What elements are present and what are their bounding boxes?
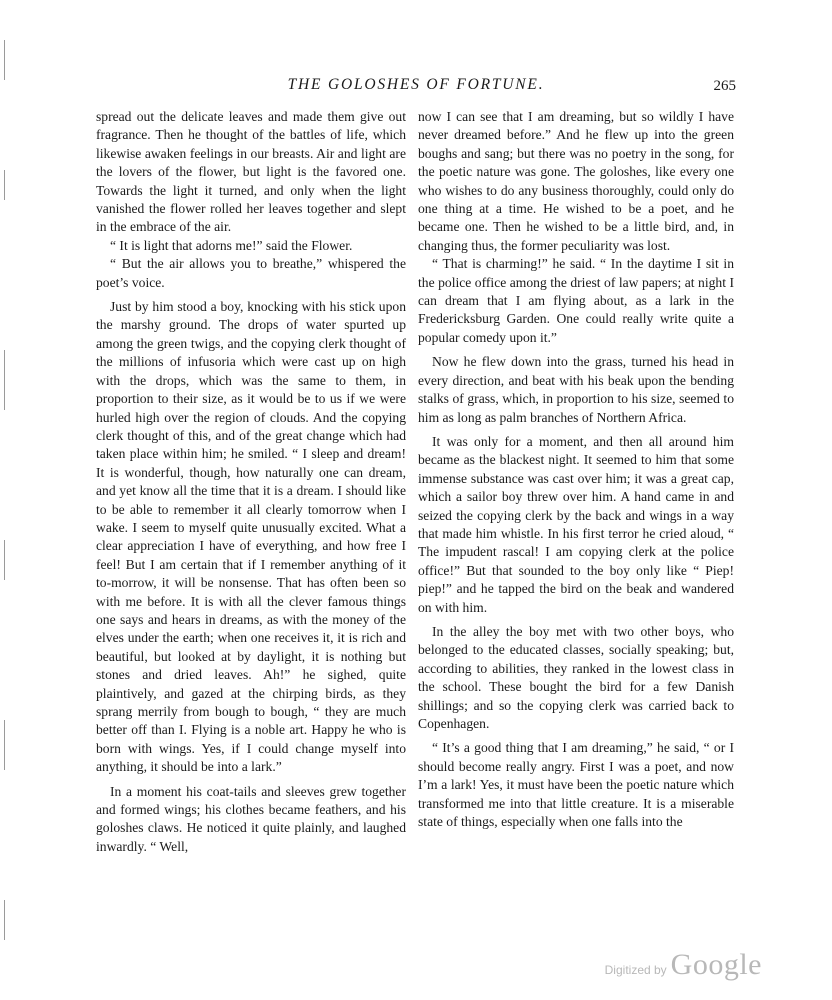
page-header [96,76,736,100]
paragraph: In the alley the boy met with two other boys, who belonged to the educated classes, socially speaking; but, according to abilities, they ranked in the lowest class in the school. These bought the bird for a few Danish shillings; and so the copying clerk was carried back to Copenhagen. [418,623,734,731]
right-column [418,108,734,831]
left-column [96,108,406,856]
paragraph: “ That is charming!” he said. “ In the daytime I sit in the police office among the driest of law papers; at night I can dream that I am flying about, as a lark in the Fredericksburg Garden. One could really write quite a popular comedy upon it.” [418,256,734,345]
paragraph: In a moment his coat-tails and sleeves grew together and formed wings; his clothes became feathers, and his goloshes claws. He noticed it quite plainly, and laughed inwardly. “ Well, [96,783,406,854]
paragraph: “ It is light that adorns me!” said the Flower. [110,237,353,253]
paragraph: Just by him stood a boy, knocking with his stick upon the marshy ground. The drops of water spurted up among the green twigs, and the copying clerk thought of the millions of infusoria which were cast up on high with the drops, which was the same to them, in proportion to their size, as it would be to us if we were hurled high over the region of clouds. And the copying clerk thought of this, and of the great change which had taken place within him; he smiled. “ I sleep and dream! It is wonderful, though, how naturally one can dream, and yet know all the time that it is a dream. I should like to be able to remember it all clearly tomorrow when I wake. I seem to myself quite unusually excited. What a clear appreciation I have of everything, and how free I feel! But I am certain that if I remember anything of it to-morrow, it will be nonsense. That has often been so with me before. It is with all the clever famous things one says and hears in dreams, as with the money of the elves under the earth; when one receives it, it is rich and beautiful, but looked at by daylight, it is nothing but stones and dried leaves. Ah!” he sighed, quite plaintively, and gazed at the chirping birds, as they sprang merrily from bough to bough, “ they are much better off than I. Flying is a noble art. Happy he who is born with wings. Yes, if I could change myself into anything, it should be into a lark.” [96,299,406,775]
page-number: 265 [713,78,736,94]
paragraph: It was only for a moment, and then all around him became as the blackest night. It seemed to him that some immense substance was cast over him; it was a great cap, which a sailor boy threw over him. A hand came in and seized the copying clerk by the back and wings in a way that made him whistle. In his first terror he cried aloud, “ The impudent rascal! I am copying clerk at the police office!” But that sounded to the boy only like “ Piep! piep!” and he tapped the bird on the beak and wandered on with him. [418,433,734,615]
paragraph: “ It’s a good thing that I am dreaming,” he said, “ or I should become really angry. First I was a poet, and now I’m a lark! Yes, it must have been the poetic nature which transformed me into that little creature. It is a miserable state of things, especially when one falls into the [418,740,734,830]
paragraph: “ But the air allows you to breathe,” whispered the poet’s voice. [96,256,406,290]
binding-edge [4,20,7,980]
paragraph: Now he flew down into the grass, turned his head in every direction, and beat with his beak upon the bending stalks of grass, which, in proportion to his size, seemed to him as long as palm branches of Northern Africa. [418,354,734,425]
watermark-prefix: Digitized by [604,963,667,977]
google-logo: Google [670,948,762,981]
paragraph: spread out the delicate leaves and made them give out fragrance. Then he thought of the battles of life, which likewise awaken feelings in our breasts. Air and light are the lovers of the flower, but light is the favored one. Towards the light it turned, and only when the light vanished the flower rolled her leaves together and slept in the embrace of the air. [96,109,406,235]
running-title: THE GOLOSHES OF FORTUNE. [287,76,545,93]
digitized-watermark [605,948,762,982]
paragraph: now I can see that I am dreaming, but so wildly I have never dreamed before.” And he flew up into the green boughs and sang; but there was no poetry in the song, for the poetic nature was gone. The goloshes, like every one who wishes to do any business thoroughly, could only do one thing at a time. He wished to be a poet, and he became one. Then he wished to be a little bird, and, in changing thus, the former peculiarity was lost. [418,109,734,253]
